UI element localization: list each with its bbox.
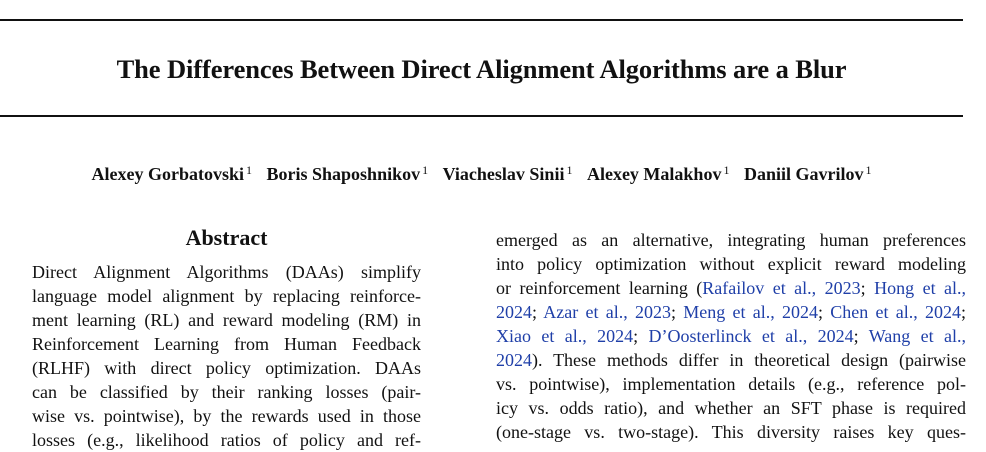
intro-line: 2024). These methods differ in theoretical design (pairwise xyxy=(496,350,966,370)
intro-line: emerged as an alternative, integrating human preferences xyxy=(496,230,966,250)
citation-link[interactable]: Rafailov et al., 2023 xyxy=(702,278,861,298)
citation-link[interactable]: Hong et al., xyxy=(874,278,967,298)
intro-line: 2024; Azar et al., 2023; Meng et al., 2024; Chen et al., 2024; xyxy=(496,302,966,322)
abstract-line: can be classified by their ranking losses (pair- xyxy=(32,382,421,402)
citation-link[interactable]: Chen et al., 2024 xyxy=(830,302,961,322)
author: Alexey Gorbatovski $^1$ xyxy=(91,163,253,184)
intro-line: into policy optimization without explicit reward modeling xyxy=(496,254,966,274)
title-bottom-rule xyxy=(0,115,963,117)
title-top-rule xyxy=(0,19,963,21)
abstract-line: (RLHF) with direct policy optimization. DAAs xyxy=(32,358,421,378)
citation-link[interactable]: Xiao et al., 2024 xyxy=(496,326,634,346)
author: Boris Shaposhnikov $^1$ xyxy=(266,163,429,184)
abstract-line: wise vs. pointwise), by the rewards used in those xyxy=(32,406,421,426)
intro-line: Xiao et al., 2024; D’Oosterlinck et al., 2024; Wang et al., xyxy=(496,326,966,346)
abstract-line: ment learning (RL) and reward modeling (RM) in xyxy=(32,310,421,330)
citation-link[interactable]: 2024 xyxy=(496,350,532,370)
citation-link[interactable]: D’Oosterlinck et al., 2024 xyxy=(648,326,854,346)
author: Alexey Malakhov $^1$ xyxy=(586,163,730,184)
author: Daniil Gavrilov $^1$ xyxy=(743,163,872,184)
citation-link[interactable]: Meng et al., 2024 xyxy=(683,302,818,322)
intro-line: icy vs. odds ratio), and whether an SFT phase is required xyxy=(496,398,966,418)
paper-title: The Differences Between Direct Alignment Algorithms are a Blur xyxy=(116,54,847,84)
abstract-line: Reinforcement Learning from Human Feedback xyxy=(32,334,421,354)
intro-line: or reinforcement learning (Rafailov et al., 2023; Hong et al., xyxy=(496,278,967,298)
citation-link[interactable]: 2024 xyxy=(496,302,532,322)
intro-body xyxy=(496,228,966,444)
author: Viacheslav Sinii $^1$ xyxy=(442,163,573,184)
abstract-body xyxy=(32,260,421,452)
abstract-line: Direct Alignment Algorithms (DAAs) simplify xyxy=(32,262,421,282)
abstract-heading: Abstract xyxy=(185,225,268,250)
abstract-line: losses (e.g., likelihood ratios of policy and ref- xyxy=(32,430,421,450)
intro-line: vs. pointwise), implementation details (e.g., reference pol- xyxy=(496,374,966,394)
author-list xyxy=(0,158,963,186)
citation-link[interactable]: Azar et al., 2023 xyxy=(543,302,671,322)
intro-line: (one-stage vs. two-stage). This diversity raises key ques- xyxy=(496,422,966,442)
abstract-line: language model alignment by replacing reinforce- xyxy=(32,286,421,306)
citation-link[interactable]: Wang et al., xyxy=(868,326,966,346)
